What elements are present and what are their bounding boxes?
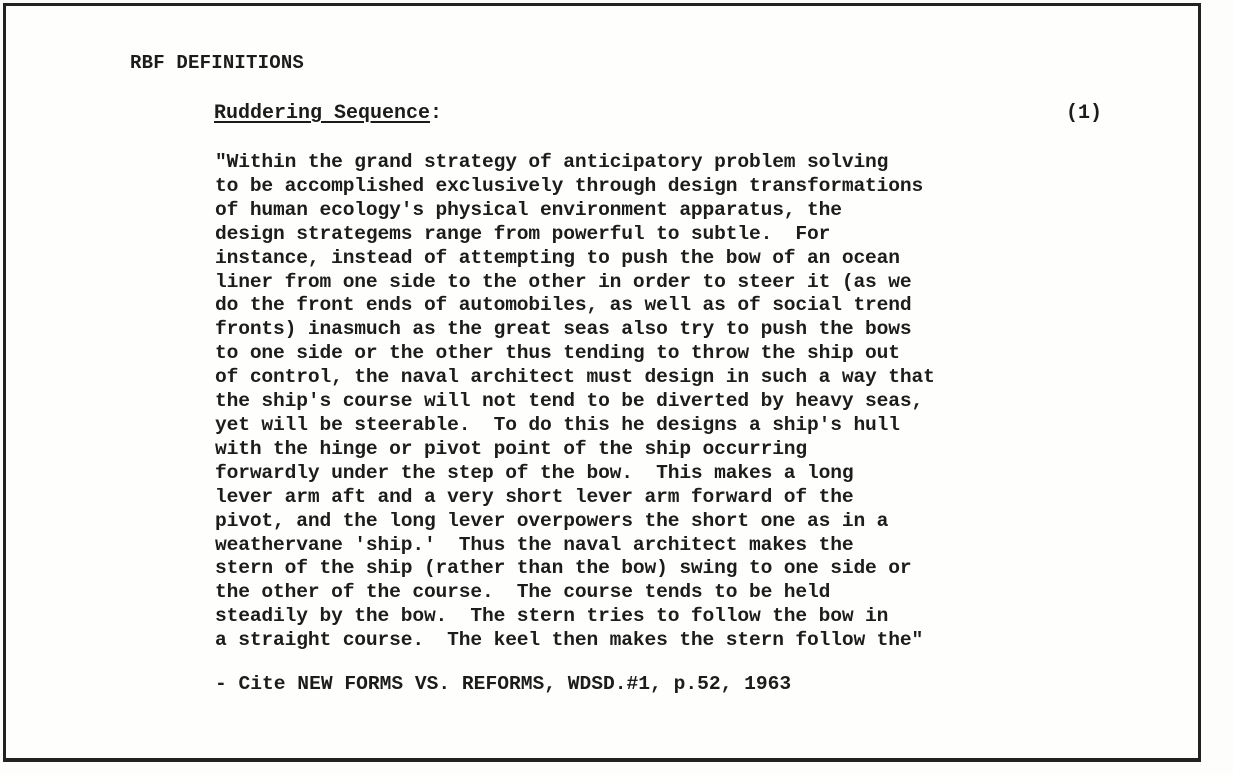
definition-number: (1)	[1065, 102, 1102, 125]
definition-body	[215, 151, 935, 653]
body-line: weathervane 'ship.' Thus the naval architect makes the	[215, 533, 854, 556]
body-line: yet will be steerable. To do this he designs a ship's hull	[215, 413, 900, 436]
body-line: stern of the ship (rather than the bow) swing to one side or	[215, 557, 912, 580]
body-line: lever arm aft and a very short lever arm forward of the	[215, 485, 854, 508]
body-line: forwardly under the step of the bow. This makes a long	[215, 461, 854, 484]
body-line: pivot, and the long lever overpowers the short one as in a	[215, 509, 889, 532]
body-line: fronts) inasmuch as the great seas also try to push the bows	[215, 318, 912, 341]
body-line: instance, instead of attempting to push the bow of an ocean	[215, 246, 900, 269]
document-header: RBF DEFINITIONS	[130, 52, 305, 74]
body-line: of control, the naval architect must design in such a way that	[215, 366, 935, 389]
body-line: the ship's course will not tend to be diverted by heavy seas,	[215, 390, 924, 413]
body-line: do the front ends of automobiles, as well as of social trend	[215, 294, 912, 317]
body-line: liner from one side to the other in order to steer it (as we	[215, 270, 912, 293]
definition-card	[3, 3, 1201, 762]
term-title: Ruddering Sequence	[214, 102, 431, 125]
body-line: a straight course. The keel then makes the stern follow the"	[215, 629, 924, 652]
citation: - Cite NEW FORMS VS. REFORMS, WDSD.#1, p.52, 1963	[215, 673, 792, 695]
body-line: of human ecology's physical environment apparatus, the	[215, 198, 842, 221]
body-line: "Within the grand strategy of anticipatory problem solving	[215, 151, 889, 173]
body-line: to be accomplished exclusively through design transformations	[215, 174, 924, 197]
body-line: steadily by the bow. The stern tries to follow the bow in	[215, 605, 889, 628]
body-line: the other of the course. The course tends to be held	[215, 581, 831, 604]
body-line: design strategems range from powerful to subtle. For	[215, 222, 831, 245]
term-colon: :	[430, 102, 443, 125]
body-line: with the hinge or pivot point of the ship occurring	[215, 437, 808, 460]
term-row	[214, 102, 1102, 125]
body-line: to one side or the other thus tending to throw the ship out	[215, 342, 900, 365]
